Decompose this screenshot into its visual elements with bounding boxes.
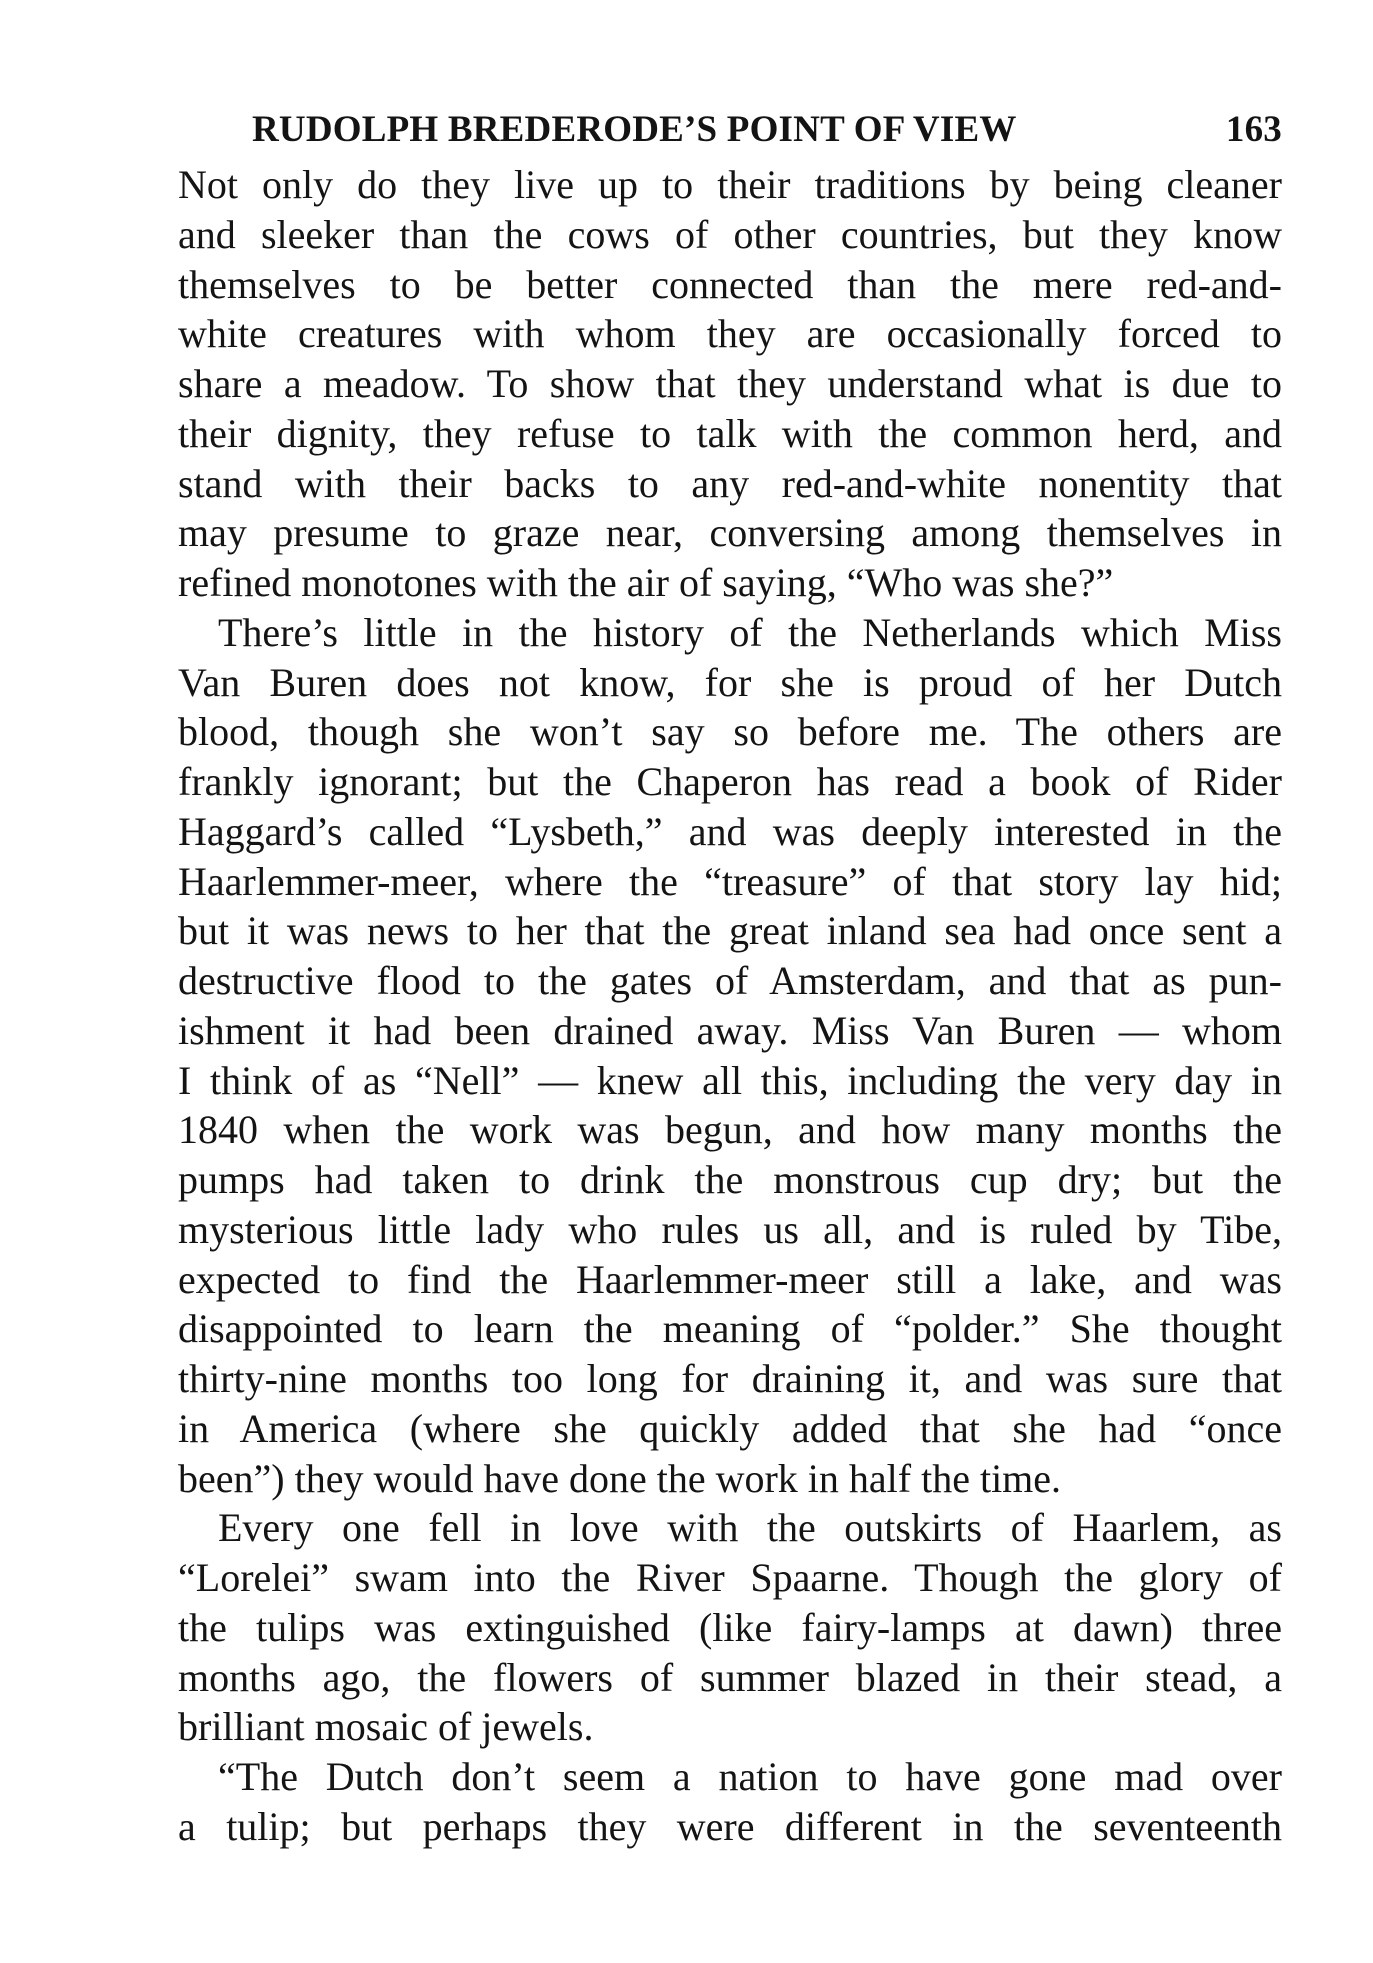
text-line: may presume to graze near, conversing among themselves in: [178, 510, 1282, 556]
text-line: “Lorelei” swam into the River Spaarne. Though the glory of: [178, 1555, 1282, 1600]
text-line: their dignity, they refuse to talk with the common herd, and: [178, 410, 1282, 456]
text-line: thirty-nine months too long for draining it, and was sure that: [178, 1356, 1282, 1401]
text-line: stand with their backs to any red-and-white nonentity that: [178, 460, 1282, 506]
text-line: Van Buren does not know, for she is proud of her Dutch: [178, 659, 1282, 705]
text-line: themselves to be better connected than the mere red-and-: [178, 261, 1282, 307]
running-header: [252, 102, 1282, 158]
text-line: mysterious little lady who rules us all, and is ruled by Tibe,: [178, 1206, 1282, 1252]
text-line: “The Dutch don’t seem a nation to have gone mad over: [218, 1754, 1282, 1799]
text-line: share a meadow. To show that they understand what is due to: [178, 361, 1282, 406]
running-title: RUDOLPH BREDERODE’S POINT OF VIEW: [252, 109, 1017, 150]
text-line: in America (where she quickly added that she had “once: [178, 1405, 1282, 1451]
text-line: blood, though she won’t say so before me. The others are: [178, 709, 1282, 755]
text-line: Not only do they live up to their traditions by being cleaner: [178, 162, 1282, 207]
text-line: been”) they would have done the work in half the time.: [178, 1455, 1062, 1501]
text-line: and sleeker than the cows of other countries, but they know: [178, 211, 1282, 257]
text-line: months ago, the flowers of summer blazed in their stead, a: [178, 1654, 1282, 1700]
text-line: pumps had taken to drink the monstrous cup dry; but the: [178, 1157, 1282, 1202]
text-line: disappointed to learn the meaning of “polder.” She thought: [178, 1306, 1282, 1352]
text-line: There’s little in the history of the Netherlands which Miss: [218, 609, 1282, 655]
text-line: brilliant mosaic of jewels.: [178, 1704, 594, 1750]
page-number: 163: [1225, 109, 1282, 150]
text-line: ishment it had been drained away. Miss Van Buren — whom: [178, 1007, 1282, 1053]
text-line: but it was news to her that the great inland sea had once sent a: [178, 908, 1282, 954]
text-line: Every one fell in love with the outskirts of Haarlem, as: [218, 1505, 1282, 1551]
text-line: frankly ignorant; but the Chaperon has read a book of Rider: [178, 759, 1282, 804]
text-line: Haggard’s called “Lysbeth,” and was deeply interested in the: [178, 808, 1282, 854]
text-line: 1840 when the work was begun, and how many months the: [178, 1107, 1282, 1153]
text-line: refined monotones with the air of saying, “Who was she?”: [178, 560, 1114, 605]
text-line: a tulip; but perhaps they were different in the seventeenth: [178, 1803, 1282, 1849]
text-line: Haarlemmer-meer, where the “treasure” of that story lay hid;: [178, 858, 1282, 904]
text-line: destructive flood to the gates of Amsterdam, and that as pun-: [178, 958, 1282, 1003]
text-line: the tulips was extinguished (like fairy-lamps at dawn) three: [178, 1604, 1282, 1650]
body-text: [178, 160, 1282, 1852]
text-line: I think of as “Nell” — knew all this, including the very day in: [178, 1057, 1282, 1103]
text-line: white creatures with whom they are occasionally forced to: [178, 311, 1282, 357]
text-line: expected to find the Haarlemmer-meer still a lake, and was: [178, 1256, 1282, 1302]
